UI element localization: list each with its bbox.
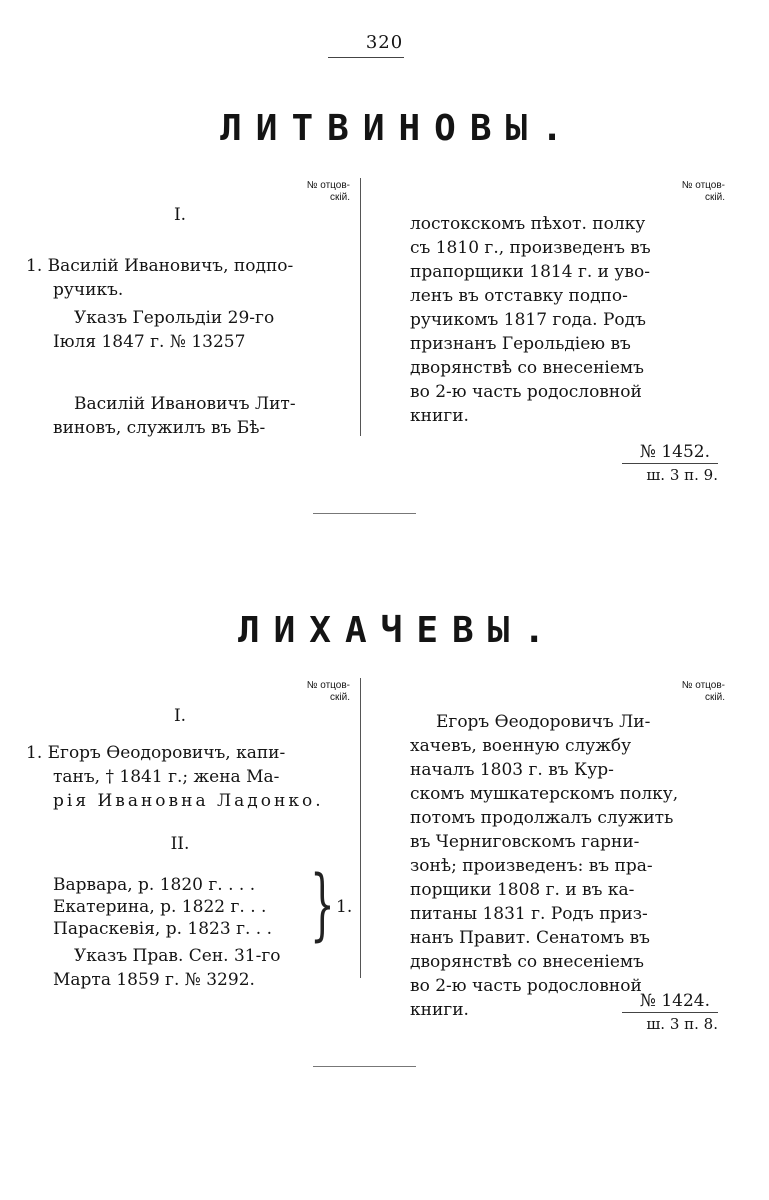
child-entry: Екатерина, р. 1822 г. . . [53,897,267,917]
section-title-litvinovy: ЛИТВИНОВЫ. [220,108,577,149]
page-number: 320 [365,32,404,53]
roman-numeral: I. [173,205,187,225]
shelf-reference: ш. 3 п. 8. [646,1015,718,1033]
page-number-rule [328,57,404,58]
column-header-left: № отцов- скій. [306,680,350,703]
column-header-left: № отцов- скій. [306,180,350,203]
column-divider [360,178,361,436]
biography-right: лостокскомъ пѣхот. полку съ 1810 г., произведенъ въ прапорщики 1814 г. и уво- ленъ въ отставку подпо- ручикомъ 1817 года. Родъ признанъ Герольдіею въ дворянствѣ со внесеніемъ во 2-ю часть родословной книги. [410,214,651,426]
section-title-likhachevy: ЛИХАЧЕВЫ. [237,610,560,651]
brace-symbol: } [310,860,335,950]
record-number: № 1424. [639,991,710,1011]
column-header-right: № отцов- скій. [681,680,725,703]
column-divider [360,678,361,978]
child-entry: Варвара, р. 1820 г. . . . [53,875,256,895]
record-number: № 1452. [639,442,710,462]
column-header-right: № отцов- скій. [681,180,725,203]
section-divider [313,513,416,514]
shelf-reference: ш. 3 п. 9. [646,466,718,484]
roman-numeral-2: II. [170,834,190,854]
child-entry: Параскевія, р. 1823 г. . . [53,919,273,939]
section-divider [313,1066,416,1067]
biography-right: Егоръ Ѳеодоровичъ Ли- хачевъ, военную службу началъ 1803 г. въ Кур- скомъ мушкатерскомъ полку, потомъ продолжалъ служить въ Черниговскомъ гарни- зонѣ; произведенъ: въ пра- порщики 1808 г. и въ ка- питаны 1831 г. Родъ приз- нанъ Правит. Сенатомъ въ дворянствѣ со внесеніемъ во 2-ю часть родословной книги. [410,712,679,1020]
children-parent-ref: 1. [336,897,353,917]
roman-numeral: I. [173,706,187,726]
